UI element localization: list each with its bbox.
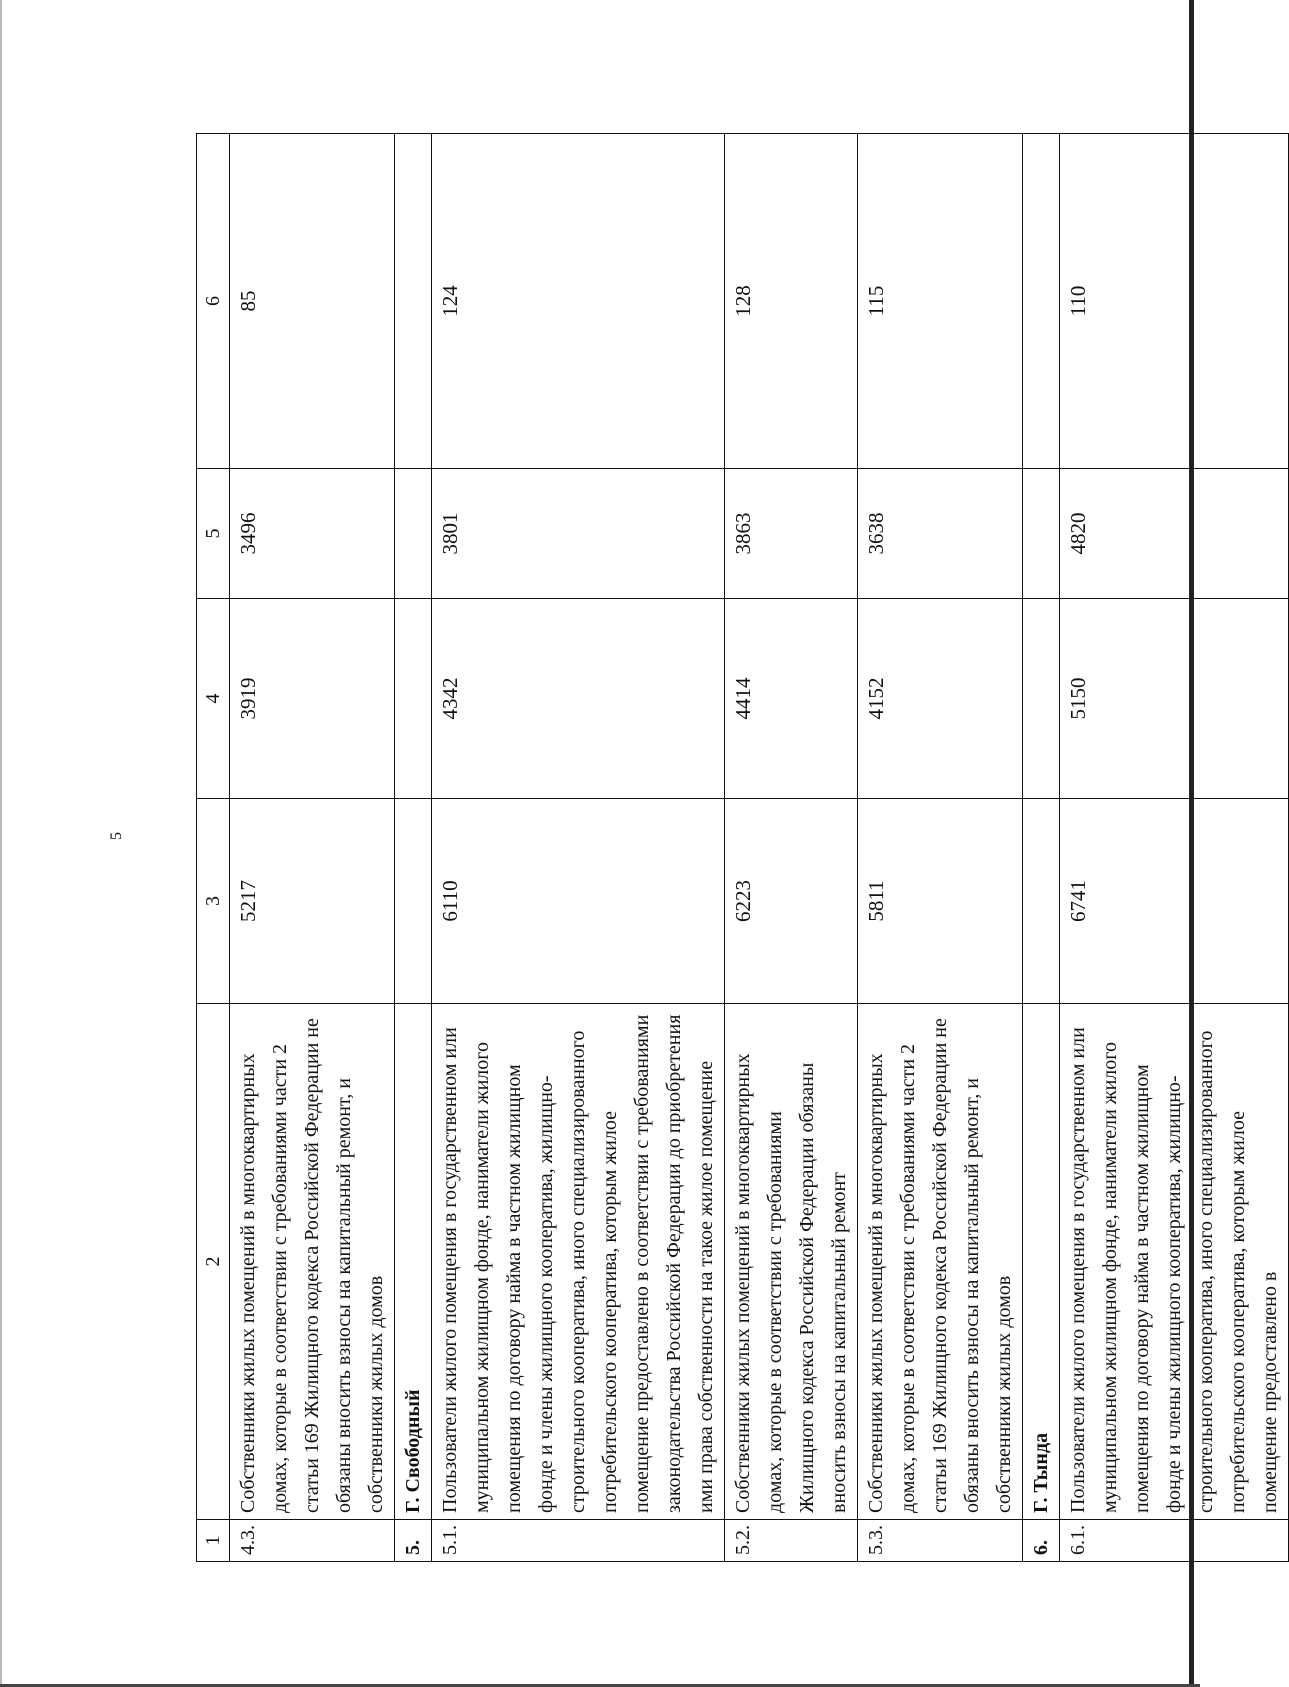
cell-value: 5150 [1060, 599, 1289, 799]
column-header: 4 [197, 599, 230, 799]
cell-value: 4152 [858, 599, 1023, 799]
cell-value: 128 [725, 134, 858, 469]
section-title: Г. Тында [1023, 1004, 1060, 1520]
cell-value: 4414 [725, 599, 858, 799]
column-header: 3 [197, 799, 230, 1004]
cell-value: 4342 [432, 599, 725, 799]
row-number: 5.2. [725, 1520, 858, 1562]
cell-value: 115 [858, 134, 1023, 469]
section-number: 5. [395, 1520, 432, 1562]
row-description: Собственники жилых помещений в многоквартирных домах, которые в соответствии с требованиями части 2 статьи 169 Жилищного кодекса Российской Федерации не обязаны вносить взносы на капитальный ремонт, и собственники жилых домов [230, 1004, 395, 1520]
empty-cell [1023, 469, 1060, 599]
cell-value: 6223 [725, 799, 858, 1004]
tariff-table [196, 133, 1289, 1562]
empty-cell [395, 134, 432, 469]
cell-value: 4820 [1060, 469, 1289, 599]
row-number: 5.1. [432, 1520, 725, 1562]
row-number: 4.3. [230, 1520, 395, 1562]
table-row [858, 134, 1023, 1562]
row-description: Собственники жилых помещений в многоквартирных домах, которые в соответствии с требованиями части 2 статьи 169 Жилищного кодекса Российской Федерации не обязаны вносить взносы на капитальный ремонт, и собственники жилых домов [858, 1004, 1023, 1520]
section-title: Г. Свободный [395, 1004, 432, 1520]
table-row [725, 134, 858, 1562]
empty-cell [1023, 599, 1060, 799]
empty-cell [1023, 134, 1060, 469]
cell-value: 3863 [725, 469, 858, 599]
row-number: 5.3. [858, 1520, 1023, 1562]
page-number: 5 [108, 832, 125, 840]
cell-value: 85 [230, 134, 395, 469]
column-header: 6 [197, 134, 230, 469]
cell-value: 5811 [858, 799, 1023, 1004]
rotated-table-wrapper [196, 134, 1281, 1562]
section-row [395, 134, 432, 1562]
cell-value: 5217 [230, 799, 395, 1004]
cell-value: 110 [1060, 134, 1289, 469]
row-description: Пользователи жилого помещения в государственном или муниципальном жилищном фонде, наниматели жилого помещения по договору найма в частном жилищном фонде и члены жилищного кооператива, жилищно-строительного кооператива, иного специализированного потребительского кооператива, которым жилое помещение предоставлено в соответствии с требованиями законодательства Российской Федерации до приобретения ими права собственности на такое жилое помещение [432, 1004, 725, 1520]
column-header: 2 [197, 1004, 230, 1520]
table-row [1060, 134, 1289, 1562]
cell-value: 3919 [230, 599, 395, 799]
row-number: 6.1. [1060, 1520, 1289, 1562]
cell-value: 6741 [1060, 799, 1289, 1004]
empty-cell [395, 799, 432, 1004]
empty-cell [1023, 799, 1060, 1004]
table-row [230, 134, 395, 1562]
section-row [1023, 134, 1060, 1562]
table-header-row [197, 134, 230, 1562]
cell-value: 3496 [230, 469, 395, 599]
scan-edge-left [0, 0, 2, 1687]
cell-value: 6110 [432, 799, 725, 1004]
column-header: 5 [197, 469, 230, 599]
cell-value: 124 [432, 134, 725, 469]
cell-value: 3801 [432, 469, 725, 599]
column-header: 1 [197, 1520, 230, 1562]
row-description: Собственники жилых помещений в многоквартирных домах, которые в соответствии с требованиями Жилищного кодекса Российской Федерации обязаны вносить взносы на капитальный ремонт [725, 1004, 858, 1520]
empty-cell [395, 599, 432, 799]
table-row [432, 134, 725, 1562]
empty-cell [395, 469, 432, 599]
row-description: Пользователи жилого помещения в государственном или муниципальном жилищном фонде, наниматели жилого помещения по договору найма в частном жилищном фонде и члены жилищного кооператива, жилищно-строительного кооператива, иного специализированного потребительского кооператива, которым жилое помещение предоставлено в [1060, 1004, 1289, 1520]
cell-value: 3638 [858, 469, 1023, 599]
section-number: 6. [1023, 1520, 1060, 1562]
